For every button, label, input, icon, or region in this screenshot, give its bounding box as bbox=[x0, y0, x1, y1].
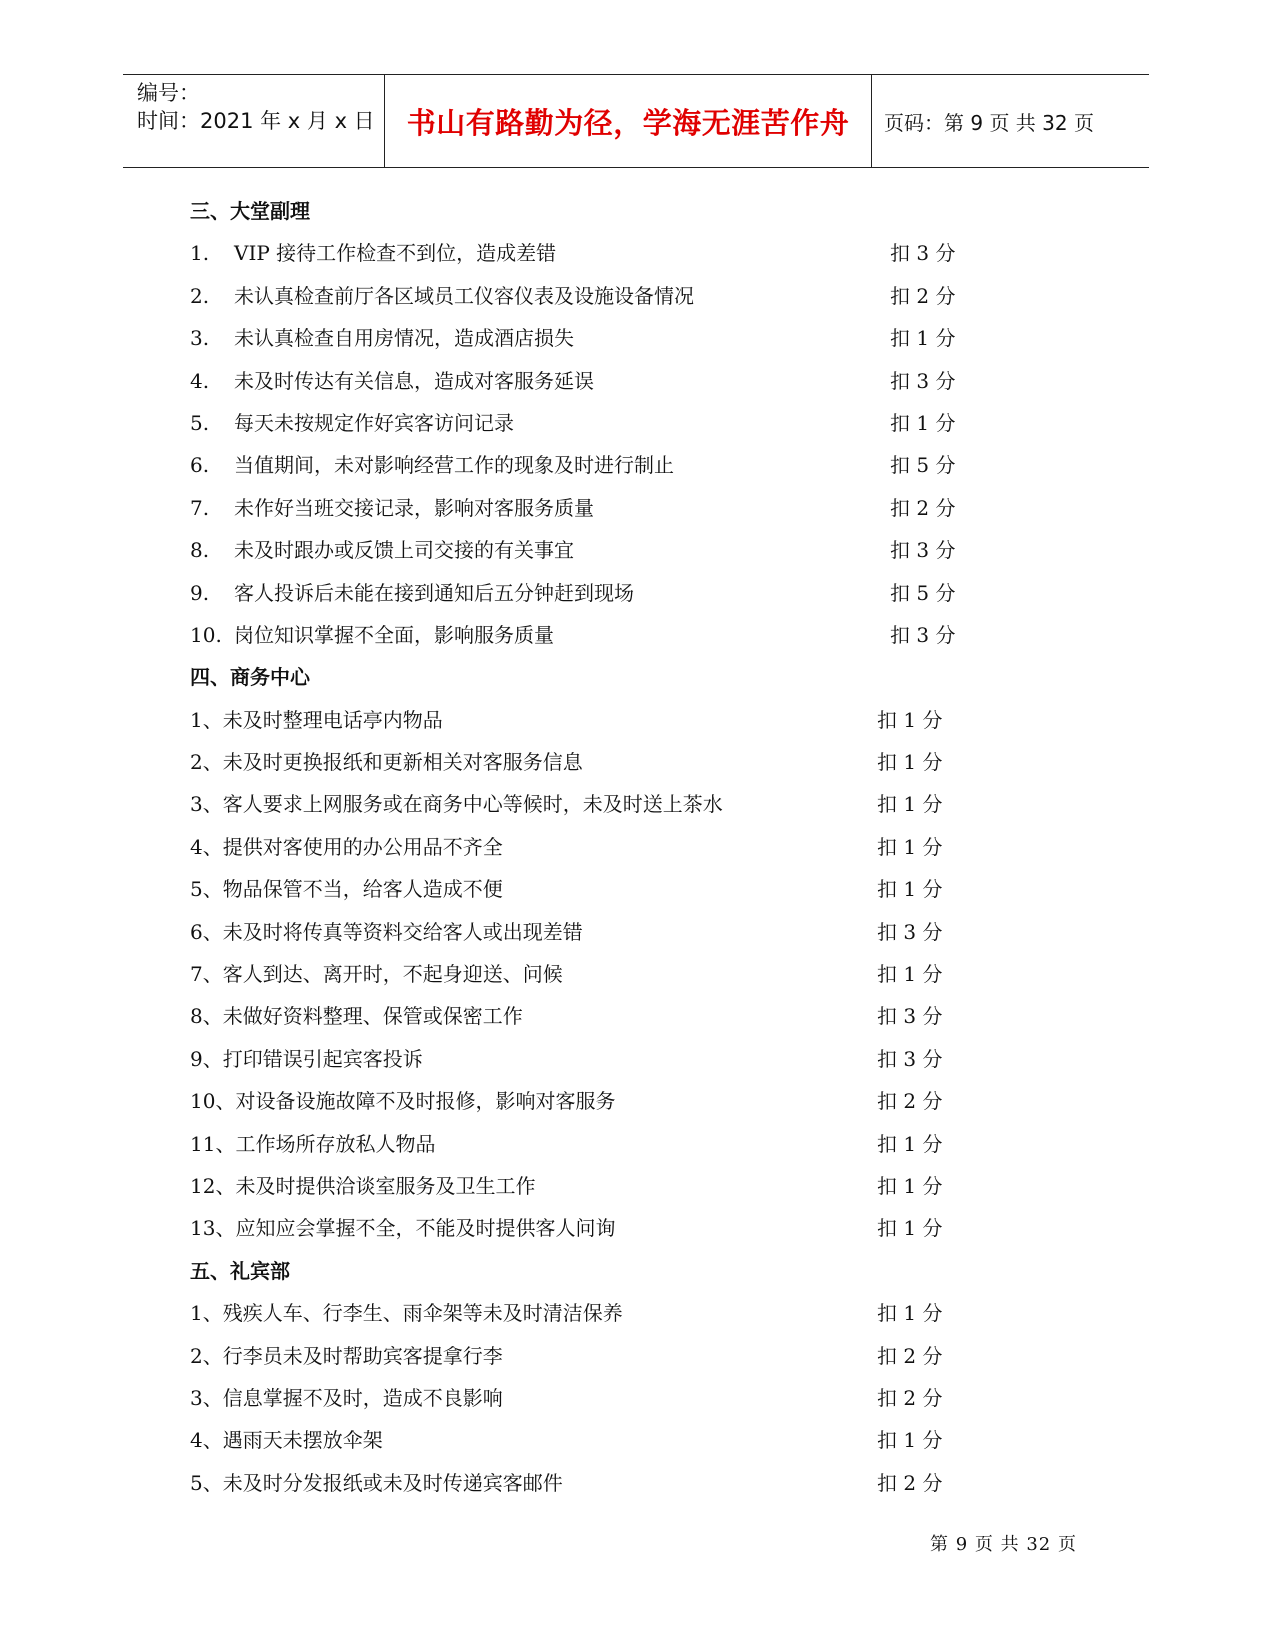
item-points: 扣 3 分 bbox=[890, 538, 956, 563]
item-points: 扣 5 分 bbox=[890, 453, 956, 478]
list-item bbox=[190, 911, 1010, 953]
item-points: 扣 2 分 bbox=[877, 1089, 943, 1114]
item-text: 7、客人到达、离开时，不起身迎送、问候 bbox=[190, 962, 563, 987]
item-points: 扣 1 分 bbox=[877, 1301, 943, 1326]
list-item bbox=[190, 572, 1010, 614]
header-meta bbox=[123, 75, 385, 167]
item-text: 11、工作场所存放私人物品 bbox=[190, 1131, 436, 1156]
item-text: 未认真检查自用房情况，造成酒店损失 bbox=[234, 326, 574, 351]
item-points: 扣 2 分 bbox=[877, 1470, 943, 1495]
list-item bbox=[190, 1080, 1010, 1122]
item-number: 9. bbox=[190, 580, 210, 605]
list-item bbox=[190, 953, 1010, 995]
item-points: 扣 2 分 bbox=[890, 283, 956, 308]
item-points: 扣 2 分 bbox=[877, 1385, 943, 1410]
item-number: 3. bbox=[190, 326, 210, 351]
item-number: 5. bbox=[190, 410, 210, 435]
list-item bbox=[190, 1462, 1010, 1504]
item-text: 未认真检查前厅各区域员工仪容仪表及设施设备情况 bbox=[234, 283, 694, 308]
list-item bbox=[190, 1292, 1010, 1334]
list-item bbox=[190, 826, 1010, 868]
item-points: 扣 2 分 bbox=[890, 495, 956, 520]
item-text: 2、未及时更换报纸和更新相关对客服务信息 bbox=[190, 750, 583, 775]
item-points: 扣 1 分 bbox=[877, 877, 943, 902]
item-text: 13、应知应会掌握不全，不能及时提供客人问询 bbox=[190, 1216, 616, 1241]
item-points: 扣 1 分 bbox=[877, 1173, 943, 1198]
serial-label: 编号： bbox=[137, 81, 200, 105]
list-item bbox=[190, 995, 1010, 1037]
item-points: 扣 1 分 bbox=[877, 707, 943, 732]
item-text: 4、提供对客使用的办公用品不齐全 bbox=[190, 834, 503, 859]
list-item bbox=[190, 529, 1010, 571]
item-text: 岗位知识掌握不全面，影响服务质量 bbox=[234, 622, 554, 647]
item-text: 客人投诉后未能在接到通知后五分钟赶到现场 bbox=[234, 580, 634, 605]
list-item bbox=[190, 1165, 1010, 1207]
item-text: 9、打印错误引起宾客投诉 bbox=[190, 1046, 423, 1071]
item-points: 扣 5 分 bbox=[890, 580, 956, 605]
list-item bbox=[190, 1377, 1010, 1419]
item-number: 10. bbox=[190, 622, 222, 647]
item-text: VIP 接待工作检查不到位，造成差错 bbox=[234, 241, 557, 266]
list-item bbox=[190, 783, 1010, 825]
item-number: 4. bbox=[190, 368, 210, 393]
item-text: 8、未做好资料整理、保管或保密工作 bbox=[190, 1004, 523, 1029]
item-text: 3、信息掌握不及时，造成不良影响 bbox=[190, 1385, 503, 1410]
section-concierge bbox=[190, 1250, 1010, 1504]
item-text: 12、未及时提供洽谈室服务及卫生工作 bbox=[190, 1173, 536, 1198]
item-points: 扣 1 分 bbox=[890, 410, 956, 435]
item-points: 扣 1 分 bbox=[877, 1131, 943, 1156]
list-item bbox=[190, 1419, 1010, 1461]
item-text: 未及时跟办或反馈上司交接的有关事宜 bbox=[234, 538, 574, 563]
item-points: 扣 3 分 bbox=[877, 919, 943, 944]
item-points: 扣 2 分 bbox=[877, 1343, 943, 1368]
item-points: 扣 1 分 bbox=[877, 750, 943, 775]
item-number: 8. bbox=[190, 538, 210, 563]
document-body bbox=[190, 190, 1010, 1504]
list-item bbox=[190, 487, 1010, 529]
list-item bbox=[190, 699, 1010, 741]
section-lobby-manager bbox=[190, 190, 1010, 656]
item-points: 扣 1 分 bbox=[877, 962, 943, 987]
item-text: 5、物品保管不当，给客人造成不便 bbox=[190, 877, 503, 902]
item-points: 扣 3 分 bbox=[877, 1046, 943, 1071]
item-points: 扣 3 分 bbox=[877, 1004, 943, 1029]
page-header bbox=[123, 74, 1149, 168]
item-text: 未及时传达有关信息，造成对客服务延误 bbox=[234, 368, 594, 393]
list-item bbox=[190, 1207, 1010, 1249]
motto-text: 书山有路勤为径，学海无涯苦作舟 bbox=[385, 75, 872, 167]
item-text: 当值期间，未对影响经营工作的现象及时进行制止 bbox=[234, 453, 674, 478]
list-item bbox=[190, 444, 1010, 486]
item-text: 未作好当班交接记录，影响对客服务质量 bbox=[234, 495, 594, 520]
list-item bbox=[190, 614, 1010, 656]
section-business-center bbox=[190, 656, 1010, 1249]
item-number: 1. bbox=[190, 241, 210, 266]
section-title: 五、礼宾部 bbox=[190, 1258, 290, 1283]
time-label: 时间：2021 年 x 月 x 日 bbox=[137, 109, 375, 133]
item-text: 5、未及时分发报纸或未及时传递宾客邮件 bbox=[190, 1470, 563, 1495]
list-item bbox=[190, 1335, 1010, 1377]
list-item bbox=[190, 868, 1010, 910]
list-item bbox=[190, 275, 1010, 317]
item-points: 扣 3 分 bbox=[890, 622, 956, 647]
section-title: 三、大堂副理 bbox=[190, 199, 310, 223]
page-footer: 第 9 页 共 32 页 bbox=[930, 1534, 1077, 1555]
item-text: 每天未按规定作好宾客访问记录 bbox=[234, 410, 514, 435]
item-number: 2. bbox=[190, 283, 210, 308]
list-item bbox=[190, 402, 1010, 444]
page-indicator: 页码：第 9 页 共 32 页 bbox=[884, 110, 1094, 135]
section-title: 四、商务中心 bbox=[190, 665, 310, 690]
item-points: 扣 3 分 bbox=[890, 368, 956, 393]
list-item bbox=[190, 1123, 1010, 1165]
item-text: 1、残疾人车、行李生、雨伞架等未及时清洁保养 bbox=[190, 1301, 623, 1326]
item-text: 2、行李员未及时帮助宾客提拿行李 bbox=[190, 1343, 503, 1368]
item-text: 10、对设备设施故障不及时报修，影响对客服务 bbox=[190, 1089, 616, 1114]
item-text: 6、未及时将传真等资料交给客人或出现差错 bbox=[190, 919, 583, 944]
list-item bbox=[190, 360, 1010, 402]
item-points: 扣 3 分 bbox=[890, 241, 956, 266]
item-text: 3、客人要求上网服务或在商务中心等候时，未及时送上茶水 bbox=[190, 792, 723, 817]
list-item bbox=[190, 741, 1010, 783]
item-text: 4、遇雨天未摆放伞架 bbox=[190, 1428, 383, 1453]
list-item bbox=[190, 1038, 1010, 1080]
list-item bbox=[190, 232, 1010, 274]
item-points: 扣 1 分 bbox=[877, 1216, 943, 1241]
item-number: 7. bbox=[190, 495, 210, 520]
item-points: 扣 1 分 bbox=[877, 1428, 943, 1453]
item-number: 6. bbox=[190, 453, 210, 478]
item-points: 扣 1 分 bbox=[890, 326, 956, 351]
item-points: 扣 1 分 bbox=[877, 792, 943, 817]
item-text: 1、未及时整理电话亭内物品 bbox=[190, 707, 443, 732]
list-item bbox=[190, 317, 1010, 359]
item-points: 扣 1 分 bbox=[877, 834, 943, 859]
